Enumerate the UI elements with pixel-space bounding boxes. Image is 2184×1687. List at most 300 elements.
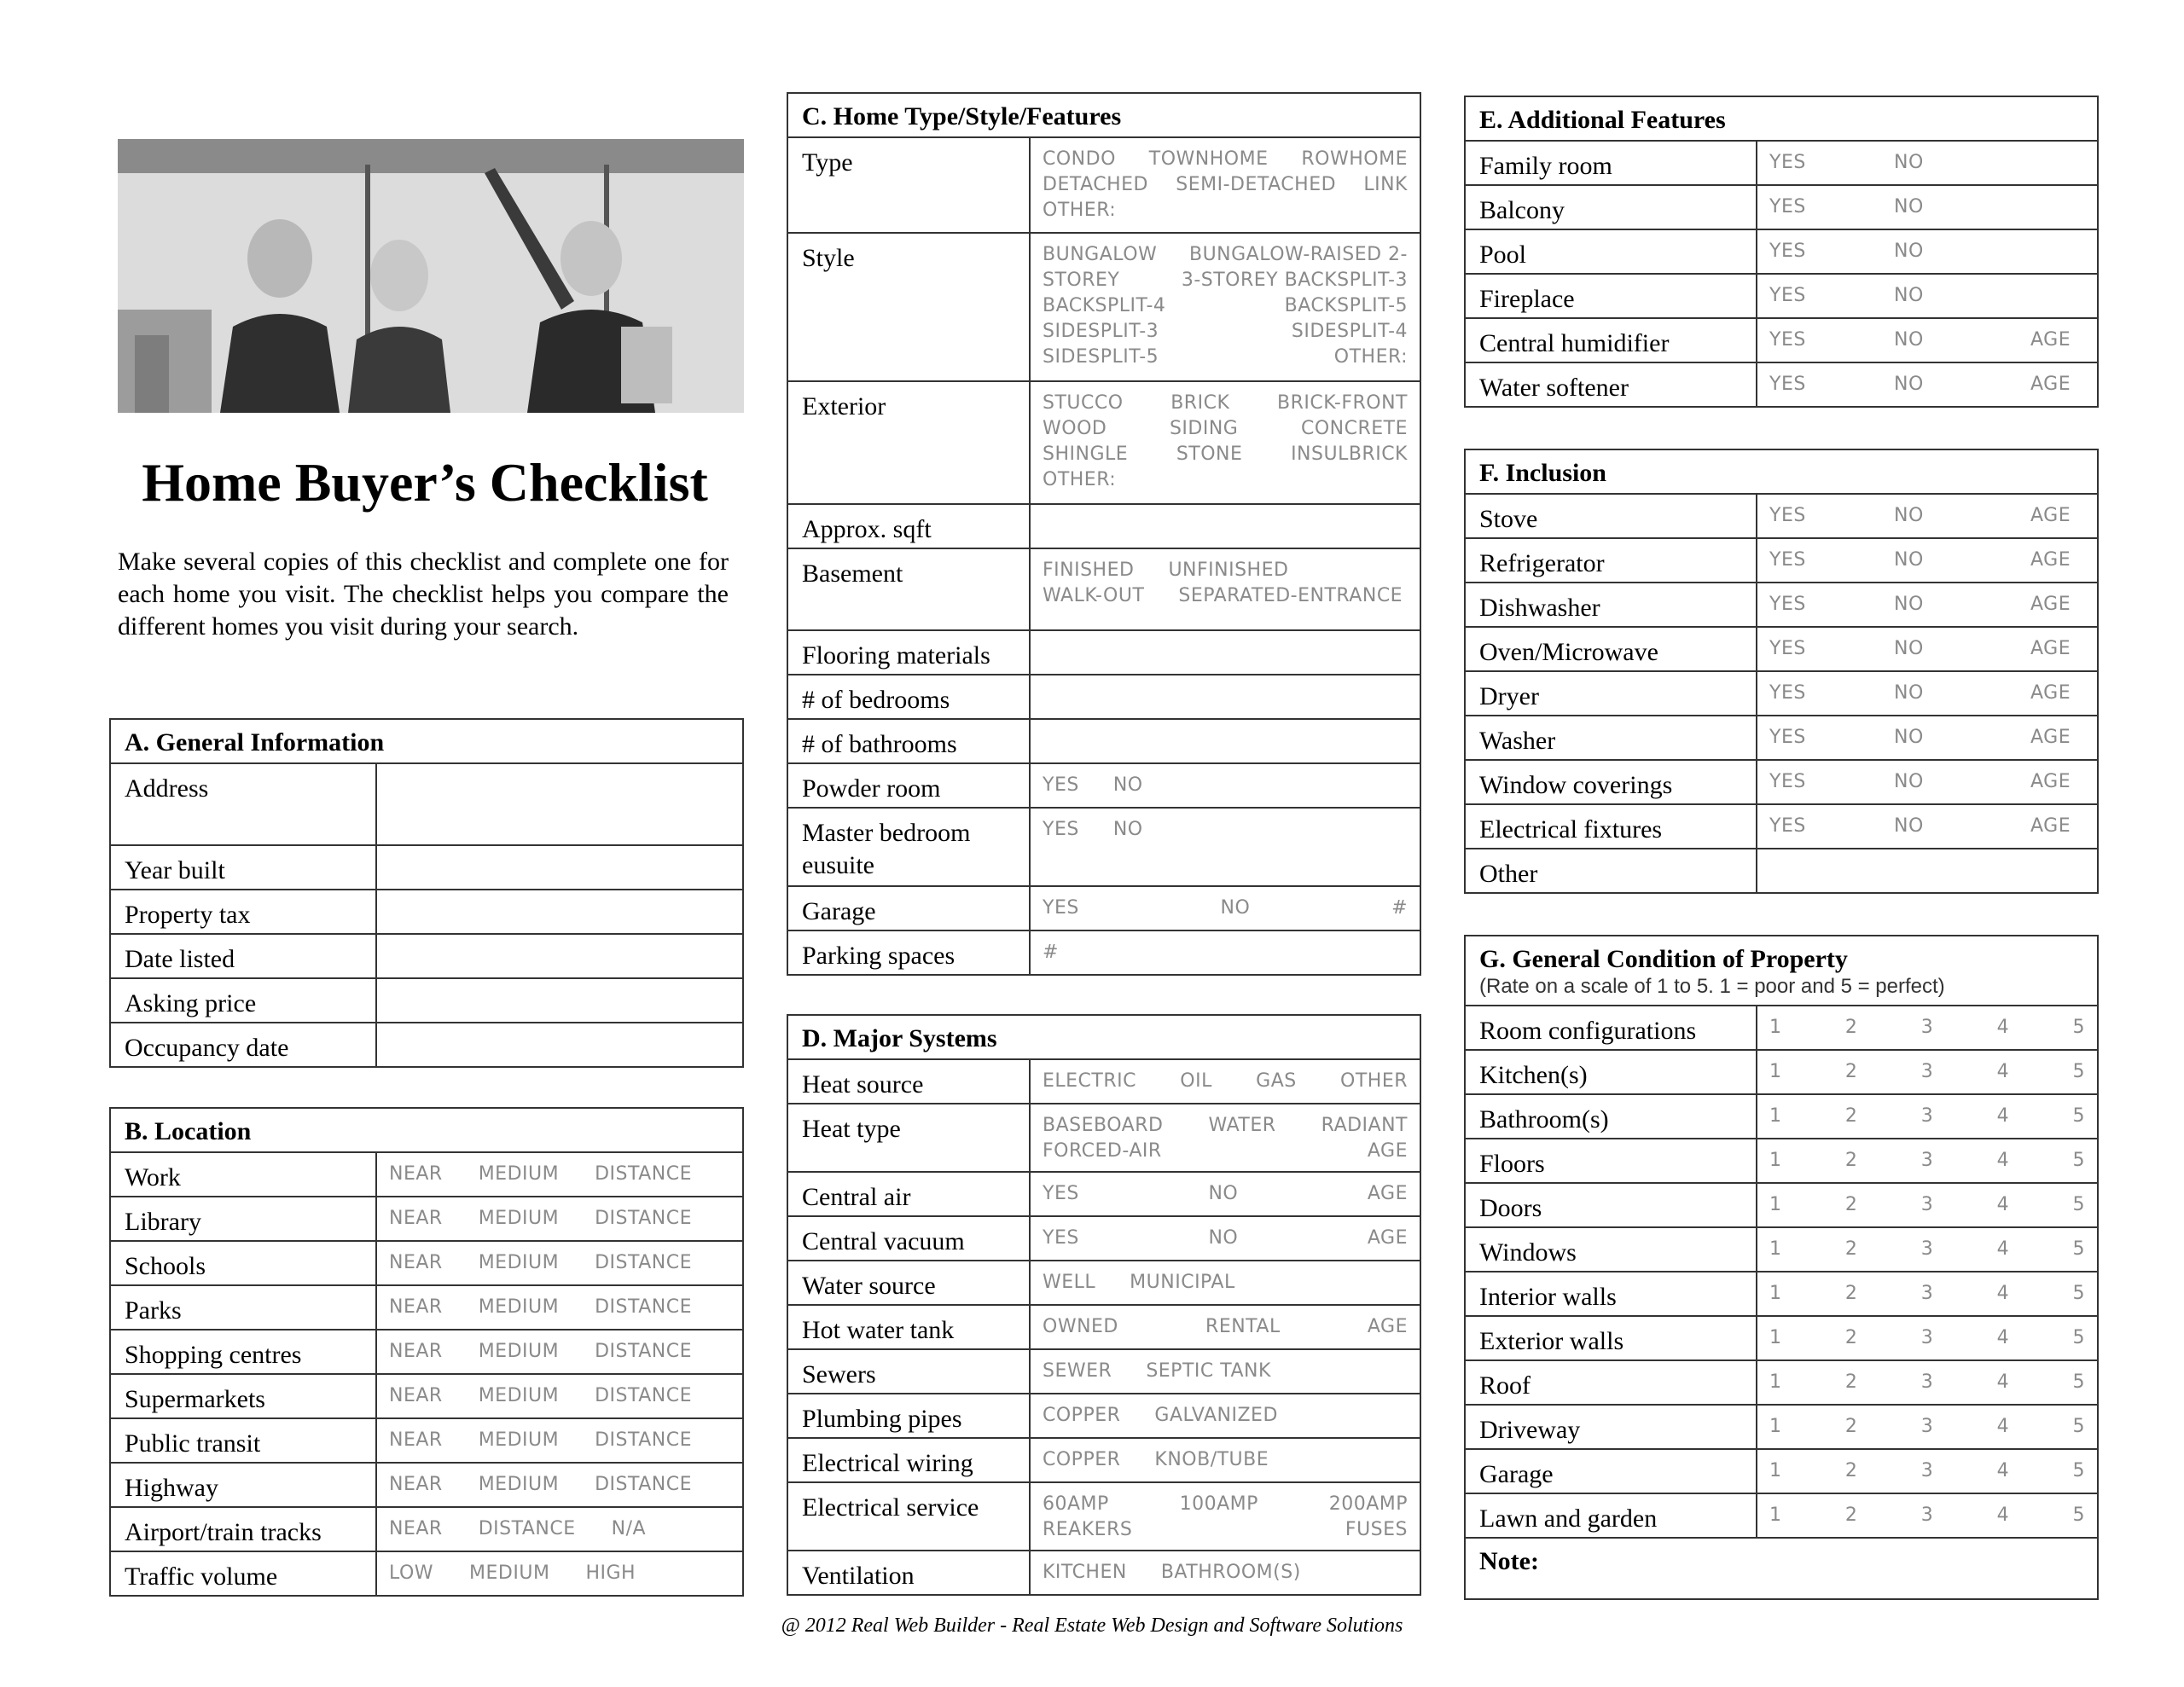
rating-option[interactable]: 3	[1920, 1416, 1934, 1437]
table-row	[1465, 1360, 2098, 1405]
option[interactable]: KNOB/TUBE	[1154, 1449, 1269, 1470]
option[interactable]: DISTANCE	[595, 1385, 693, 1406]
option[interactable]: COPPER	[1043, 1405, 1121, 1426]
rating-cell[interactable]	[1757, 1405, 2098, 1449]
rating-option[interactable]: 1	[1769, 1105, 1782, 1127]
option[interactable]: AGE	[2030, 815, 2071, 837]
option[interactable]: NO	[1220, 897, 1251, 919]
option[interactable]: OTHER	[1340, 1070, 1408, 1092]
rating-option[interactable]: 5	[2072, 1194, 2085, 1215]
option[interactable]: BATHROOM(S)	[1160, 1562, 1301, 1583]
option-line	[1043, 242, 1408, 268]
rating-option[interactable]: 4	[1996, 1061, 2010, 1082]
option[interactable]: BACKSPLIT-5	[1284, 295, 1408, 316]
bathrooms-field[interactable]	[1030, 719, 1420, 763]
option[interactable]: YES	[1043, 1227, 1079, 1249]
rating-option[interactable]: 5	[2072, 1504, 2085, 1526]
option[interactable]: BRICK-FRONT	[1277, 392, 1408, 414]
bedrooms-field[interactable]	[1030, 675, 1420, 719]
table-row	[1465, 849, 2098, 893]
option[interactable]: TOWNHOME	[1148, 148, 1269, 170]
rating-option[interactable]: 5	[2072, 1327, 2085, 1348]
type-options[interactable]	[1030, 137, 1420, 233]
row-label: Dryer	[1465, 671, 1757, 716]
option-cell[interactable]	[1757, 318, 2098, 362]
option-cell[interactable]	[376, 1285, 743, 1330]
option[interactable]: AGE	[2030, 682, 2071, 704]
rating-option[interactable]: 2	[1844, 1416, 1858, 1437]
rating-option[interactable]: 4	[1996, 1371, 2010, 1393]
row-label: Oven/Microwave	[1465, 627, 1757, 671]
option[interactable]: DISTANCE	[595, 1252, 693, 1273]
style-options[interactable]	[1030, 233, 1420, 381]
option[interactable]: SEPTIC TANK	[1146, 1360, 1271, 1382]
rating-option[interactable]: 2	[1844, 1238, 1858, 1260]
option[interactable]: SIDESPLIT-4	[1291, 321, 1408, 342]
option-cell[interactable]	[1757, 849, 2098, 893]
rating-option[interactable]: 4	[1996, 1283, 2010, 1304]
rating-option[interactable]: 3	[1920, 1238, 1934, 1260]
option-cell[interactable]	[1030, 1059, 1420, 1104]
option-cell[interactable]	[1030, 1172, 1420, 1216]
option[interactable]: YES	[1769, 549, 1806, 571]
option[interactable]: UNFINISHED	[1168, 559, 1289, 581]
option[interactable]: DISTANCE	[595, 1429, 693, 1451]
rating-option[interactable]: 1	[1769, 1327, 1782, 1348]
note-field[interactable]: Note:	[1465, 1538, 2098, 1599]
option[interactable]: AGE	[1367, 1183, 1408, 1204]
option[interactable]: AGE	[1367, 1140, 1409, 1162]
rating-cell[interactable]	[1757, 1094, 2098, 1139]
option[interactable]: YES	[1769, 329, 1806, 351]
rating-option[interactable]: 1	[1769, 1150, 1782, 1171]
rating-option[interactable]: 4	[1996, 1194, 2010, 1215]
option[interactable]: CONDO	[1043, 148, 1116, 170]
row-label: Type	[787, 137, 1030, 233]
date-listed-field[interactable]	[376, 934, 743, 978]
option[interactable]: YES	[1769, 771, 1806, 792]
option-cell[interactable]	[376, 1551, 743, 1596]
option[interactable]: WOOD	[1043, 418, 1107, 439]
row-label: Ventilation	[787, 1551, 1030, 1595]
option[interactable]: NO	[1894, 241, 1924, 262]
option[interactable]: NO	[1894, 505, 1924, 526]
table-row	[110, 1418, 743, 1463]
option[interactable]: ROWHOME	[1301, 148, 1408, 170]
option[interactable]: SEWER	[1043, 1360, 1112, 1382]
rating-option[interactable]: 5	[2072, 1238, 2085, 1260]
option[interactable]: 3-STOREY BACKSPLIT-3	[1181, 270, 1408, 291]
option-cell[interactable]	[1757, 538, 2098, 583]
option[interactable]: LOW	[389, 1562, 434, 1584]
rating-option[interactable]: 2	[1844, 1061, 1858, 1082]
option-line	[1769, 503, 2085, 529]
option[interactable]: WATER	[1208, 1115, 1276, 1136]
option[interactable]: NO	[1894, 727, 1924, 748]
rating-option[interactable]: 1	[1769, 1416, 1782, 1437]
option[interactable]: BACKSPLIT-4	[1043, 295, 1166, 316]
option-cell[interactable]	[1757, 229, 2098, 274]
option-cell[interactable]	[376, 1152, 743, 1197]
option[interactable]: FINISHED	[1043, 559, 1135, 581]
option-cell[interactable]	[376, 1507, 743, 1551]
option-cell[interactable]	[1030, 1305, 1420, 1349]
option-line	[1769, 150, 2085, 176]
option[interactable]: NO	[1894, 638, 1924, 659]
rating-option[interactable]: 3	[1920, 1105, 1934, 1127]
option[interactable]: NEAR	[389, 1518, 443, 1539]
rating-option[interactable]: 2	[1844, 1460, 1858, 1481]
option[interactable]: MEDIUM	[469, 1562, 550, 1584]
rating-option[interactable]: 4	[1996, 1504, 2010, 1526]
option[interactable]: NO	[1894, 152, 1924, 173]
option-line	[1769, 1325, 2085, 1351]
option[interactable]: NEAR	[389, 1341, 443, 1362]
rating-option[interactable]: 4	[1996, 1416, 2010, 1437]
rating-option[interactable]: 5	[2072, 1061, 2085, 1082]
rating-option[interactable]: 5	[2072, 1371, 2085, 1393]
option[interactable]: RADIANT	[1321, 1115, 1408, 1136]
occupancy-date-field[interactable]	[376, 1023, 743, 1067]
option[interactable]: DISTANCE	[595, 1474, 693, 1495]
option-line	[1043, 467, 1408, 493]
rating-option[interactable]: 1	[1769, 1504, 1782, 1526]
rating-cell[interactable]	[1757, 1360, 2098, 1405]
garage-options[interactable]	[1030, 886, 1420, 930]
option[interactable]: NEAR	[389, 1208, 443, 1229]
rating-option[interactable]: 3	[1920, 1504, 1934, 1526]
option[interactable]: REAKERS	[1043, 1519, 1133, 1540]
option[interactable]: DISTANCE	[595, 1296, 693, 1318]
option[interactable]: YES	[1043, 819, 1079, 840]
option[interactable]: YES	[1769, 682, 1806, 704]
option[interactable]: AGE	[2030, 638, 2071, 659]
rating-cell[interactable]	[1757, 1272, 2098, 1316]
rating-option[interactable]: 1	[1769, 1371, 1782, 1393]
option[interactable]: YES	[1769, 241, 1806, 262]
option[interactable]: NEAR	[389, 1385, 443, 1406]
row-label: Water softener	[1465, 362, 1757, 407]
option[interactable]: YES	[1769, 638, 1806, 659]
option[interactable]: NO	[1894, 329, 1924, 351]
option[interactable]: ELECTRIC	[1043, 1070, 1136, 1092]
option[interactable]: INSULBRICK	[1291, 443, 1408, 465]
option[interactable]: NO	[1112, 819, 1143, 840]
rating-option[interactable]: 2	[1844, 1194, 1858, 1215]
option[interactable]: N/A	[611, 1518, 647, 1539]
option[interactable]: STUCCO	[1043, 392, 1124, 414]
option-cell[interactable]	[1030, 1104, 1420, 1172]
option-cell[interactable]	[1757, 760, 2098, 804]
rating-option[interactable]: 1	[1769, 1061, 1782, 1082]
rating-option[interactable]: 5	[2072, 1150, 2085, 1171]
option[interactable]: OIL	[1180, 1070, 1212, 1092]
flooring-field[interactable]	[1030, 630, 1420, 675]
row-label: Property tax	[110, 890, 376, 934]
rating-option[interactable]: 3	[1920, 1460, 1934, 1481]
option-line	[1769, 725, 2085, 751]
option[interactable]: COPPER	[1043, 1449, 1121, 1470]
option[interactable]: MEDIUM	[478, 1474, 560, 1495]
option[interactable]: OTHER:	[1333, 346, 1408, 368]
option[interactable]: LINK	[1363, 174, 1408, 195]
exterior-options[interactable]	[1030, 381, 1420, 504]
option[interactable]: MEDIUM	[478, 1296, 560, 1318]
option[interactable]: #	[1391, 897, 1408, 919]
option[interactable]: YES	[1769, 152, 1806, 173]
rating-option[interactable]: 1	[1769, 1017, 1782, 1038]
year-built-field[interactable]	[376, 845, 743, 890]
option-cell[interactable]	[1757, 627, 2098, 671]
rating-cell[interactable]	[1757, 1050, 2098, 1094]
option[interactable]: AGE	[2030, 771, 2071, 792]
option-line	[1769, 814, 2085, 839]
option[interactable]: RENTAL	[1205, 1316, 1281, 1337]
rating-option[interactable]: 3	[1920, 1194, 1934, 1215]
option[interactable]: DISTANCE	[595, 1208, 693, 1229]
option-cell[interactable]	[376, 1330, 743, 1374]
master-ensuite-options[interactable]	[1030, 808, 1420, 886]
rating-option[interactable]: 5	[2072, 1283, 2085, 1304]
parking-options[interactable]	[1030, 930, 1420, 975]
option[interactable]: YES	[1043, 897, 1079, 919]
option[interactable]: GAS	[1256, 1070, 1297, 1092]
option[interactable]: NO	[1894, 815, 1924, 837]
option-cell[interactable]	[376, 1418, 743, 1463]
option[interactable]: #	[1043, 942, 1059, 963]
option-line	[389, 1472, 730, 1498]
rating-option[interactable]: 3	[1920, 1371, 1934, 1393]
option[interactable]: NO	[1208, 1227, 1239, 1249]
row-label: Washer	[1465, 716, 1757, 760]
option[interactable]: BASEBOARD	[1043, 1115, 1164, 1136]
rating-option[interactable]: 2	[1844, 1371, 1858, 1393]
sqft-field[interactable]	[1030, 504, 1420, 548]
option[interactable]: SEPARATED-ENTRANCE	[1178, 585, 1403, 606]
option[interactable]: 60AMP	[1043, 1493, 1109, 1515]
section-heading: E. Additional Features	[1465, 96, 2098, 141]
option[interactable]: STOREY	[1043, 270, 1120, 291]
option[interactable]: AGE	[2030, 727, 2071, 748]
option-cell[interactable]	[1030, 1482, 1420, 1551]
table-row	[787, 1216, 1420, 1261]
option[interactable]: NEAR	[389, 1296, 443, 1318]
option-cell[interactable]	[1757, 804, 2098, 849]
rating-option[interactable]: 5	[2072, 1105, 2085, 1127]
option-line	[1043, 940, 1408, 965]
option-cell[interactable]	[1757, 362, 2098, 407]
row-label: Window coverings	[1465, 760, 1757, 804]
option-line	[1769, 283, 2085, 309]
rating-cell[interactable]	[1757, 1183, 2098, 1227]
option[interactable]: NEAR	[389, 1163, 443, 1185]
option[interactable]: YES	[1769, 285, 1806, 306]
option-cell[interactable]	[1757, 141, 2098, 185]
row-label: Heat source	[787, 1059, 1030, 1104]
option[interactable]: NEAR	[389, 1474, 443, 1495]
option[interactable]: SHINGLE	[1043, 443, 1129, 465]
rating-cell[interactable]	[1757, 1449, 2098, 1493]
option[interactable]: NO	[1894, 196, 1924, 217]
option[interactable]: MEDIUM	[478, 1429, 560, 1451]
option[interactable]: DETACHED	[1043, 174, 1148, 195]
table-row	[1465, 1272, 2098, 1316]
option[interactable]: OTHER:	[1043, 469, 1117, 490]
option[interactable]: AGE	[1367, 1316, 1408, 1337]
option[interactable]: NO	[1894, 549, 1924, 571]
option[interactable]: NO	[1894, 285, 1924, 306]
option[interactable]: NO	[1112, 774, 1143, 796]
option-cell[interactable]	[1757, 671, 2098, 716]
row-label: Year built	[110, 845, 376, 890]
option-cell[interactable]	[376, 1463, 743, 1507]
option-cell[interactable]	[1757, 185, 2098, 229]
rating-option[interactable]: 4	[1996, 1017, 2010, 1038]
rating-option[interactable]: 4	[1996, 1460, 2010, 1481]
option[interactable]: YES	[1769, 374, 1806, 395]
option[interactable]: NO	[1894, 682, 1924, 704]
option-cell[interactable]	[1030, 1349, 1420, 1394]
rating-option[interactable]: 3	[1920, 1150, 1934, 1171]
option[interactable]: OWNED	[1043, 1316, 1118, 1337]
option[interactable]: DISTANCE	[595, 1163, 693, 1185]
rating-cell[interactable]	[1757, 1227, 2098, 1272]
property-tax-field[interactable]	[376, 890, 743, 934]
option[interactable]: YES	[1769, 727, 1806, 748]
option[interactable]: SIDESPLIT-3	[1043, 321, 1159, 342]
row-label: Highway	[110, 1463, 376, 1507]
rating-option[interactable]: 2	[1844, 1327, 1858, 1348]
option[interactable]: WALK-OUT	[1043, 585, 1145, 606]
option-cell[interactable]	[1030, 1551, 1420, 1595]
option[interactable]: MEDIUM	[478, 1208, 560, 1229]
option[interactable]: OTHER:	[1043, 200, 1117, 221]
option-cell[interactable]	[376, 1374, 743, 1418]
rating-option[interactable]: 4	[1996, 1238, 2010, 1260]
rating-option[interactable]: 2	[1844, 1283, 1858, 1304]
option[interactable]: NO	[1894, 771, 1924, 792]
option[interactable]: YES	[1769, 196, 1806, 217]
option[interactable]: MUNICIPAL	[1130, 1272, 1235, 1293]
address-field[interactable]	[376, 763, 743, 845]
option[interactable]: WELL	[1043, 1272, 1096, 1293]
option[interactable]: NEAR	[389, 1429, 443, 1451]
option[interactable]: SIDESPLIT-5	[1043, 346, 1159, 368]
option[interactable]: HIGH	[585, 1562, 636, 1584]
option-cell[interactable]	[1757, 494, 2098, 538]
option-cell[interactable]	[1757, 583, 2098, 627]
rating-option[interactable]: 4	[1996, 1150, 2010, 1171]
option[interactable]: BUNGALOW-RAISED 2-	[1188, 244, 1408, 265]
option[interactable]: MEDIUM	[478, 1163, 560, 1185]
option[interactable]: AGE	[2030, 594, 2071, 615]
rating-option[interactable]: 2	[1844, 1105, 1858, 1127]
option[interactable]: STONE	[1176, 443, 1243, 465]
option[interactable]: MEDIUM	[478, 1252, 560, 1273]
option-cell[interactable]	[376, 1241, 743, 1285]
rating-option[interactable]: 1	[1769, 1283, 1782, 1304]
powder-room-options[interactable]	[1030, 763, 1420, 808]
rating-option[interactable]: 3	[1920, 1061, 1934, 1082]
rating-option[interactable]: 1	[1769, 1194, 1782, 1215]
option-cell[interactable]	[1030, 1438, 1420, 1482]
option[interactable]: YES	[1769, 594, 1806, 615]
option[interactable]: AGE	[2030, 505, 2071, 526]
option[interactable]: NO	[1208, 1183, 1239, 1204]
option-cell[interactable]	[1757, 274, 2098, 318]
rating-option[interactable]: 1	[1769, 1238, 1782, 1260]
option[interactable]: DISTANCE	[595, 1341, 693, 1362]
copyright-footer: @ 2012 Real Web Builder - Real Estate Web Design and Software Solutions	[781, 1615, 1403, 1637]
option[interactable]: YES	[1043, 774, 1079, 796]
option-line	[1043, 1270, 1408, 1296]
option-cell[interactable]	[376, 1197, 743, 1241]
option[interactable]: KITCHEN	[1043, 1562, 1127, 1583]
option[interactable]: YES	[1769, 505, 1806, 526]
row-label: Room configurations	[1465, 1006, 1757, 1050]
option[interactable]: BUNGALOW	[1043, 244, 1158, 265]
option[interactable]: CONCRETE	[1300, 418, 1408, 439]
option[interactable]: MEDIUM	[478, 1385, 560, 1406]
option[interactable]: 100AMP	[1179, 1493, 1258, 1515]
rating-cell[interactable]	[1757, 1139, 2098, 1183]
rating-option[interactable]: 2	[1844, 1504, 1858, 1526]
option-line	[1043, 268, 1408, 293]
option-cell[interactable]	[1757, 716, 2098, 760]
rating-cell[interactable]	[1757, 1316, 2098, 1360]
option[interactable]: SEMI-DETACHED	[1176, 174, 1337, 195]
rating-option[interactable]: 3	[1920, 1017, 1934, 1038]
option[interactable]: NEAR	[389, 1252, 443, 1273]
rating-cell[interactable]	[1757, 1493, 2098, 1538]
table-row	[1465, 716, 2098, 760]
rating-option[interactable]: 3	[1920, 1283, 1934, 1304]
rating-option[interactable]: 5	[2072, 1017, 2085, 1038]
option[interactable]: NO	[1894, 594, 1924, 615]
option[interactable]: AGE	[2030, 329, 2071, 351]
option[interactable]: AGE	[1367, 1227, 1408, 1249]
rating-option[interactable]: 2	[1844, 1150, 1858, 1171]
rating-option[interactable]: 4	[1996, 1105, 2010, 1127]
rating-option[interactable]: 2	[1844, 1017, 1858, 1038]
option-cell[interactable]	[1030, 1261, 1420, 1305]
rating-option[interactable]: 5	[2072, 1416, 2085, 1437]
option[interactable]: GALVANIZED	[1154, 1405, 1278, 1426]
option[interactable]: FORCED-AIR	[1043, 1140, 1162, 1162]
option[interactable]: MEDIUM	[478, 1341, 560, 1362]
option[interactable]: SIDING	[1169, 418, 1239, 439]
option[interactable]: AGE	[2030, 374, 2071, 395]
option[interactable]: AGE	[2030, 549, 2071, 571]
option[interactable]: NO	[1894, 374, 1924, 395]
rating-option[interactable]: 5	[2072, 1460, 2085, 1481]
section-home-type	[787, 92, 1421, 976]
option[interactable]: 200AMP	[1328, 1493, 1409, 1515]
option[interactable]: DISTANCE	[478, 1518, 576, 1539]
basement-options[interactable]	[1030, 548, 1420, 630]
rating-option[interactable]: 1	[1769, 1460, 1782, 1481]
asking-price-field[interactable]	[376, 978, 743, 1023]
option[interactable]: YES	[1043, 1183, 1079, 1204]
option-cell[interactable]	[1030, 1394, 1420, 1438]
rating-option[interactable]: 4	[1996, 1327, 2010, 1348]
option[interactable]: FUSES	[1345, 1519, 1409, 1540]
rating-cell[interactable]	[1757, 1006, 2098, 1050]
option[interactable]: BRICK	[1170, 392, 1230, 414]
option[interactable]: YES	[1769, 815, 1806, 837]
rating-option[interactable]: 3	[1920, 1327, 1934, 1348]
option-cell[interactable]	[1030, 1216, 1420, 1261]
